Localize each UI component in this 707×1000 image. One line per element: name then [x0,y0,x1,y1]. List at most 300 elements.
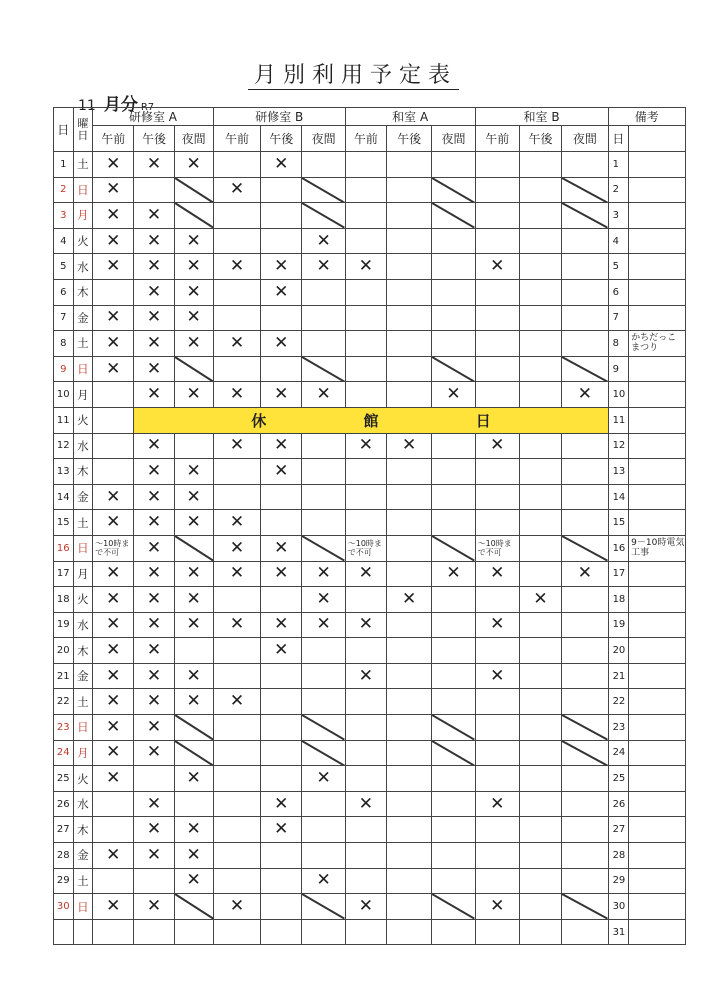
booked-mark: ✕ [93,689,134,715]
unavailable-slash [302,203,345,229]
slot-cell [475,177,519,203]
schedule-row [54,254,686,280]
day-cell: 19 [54,612,74,638]
slot-cell [302,433,345,459]
day-cell: 27 [54,817,74,843]
booked-mark: ✕ [261,561,302,587]
schedule-row [54,535,686,561]
booked-mark: ✕ [134,817,174,843]
slot-cell [432,433,475,459]
schedule-row [54,561,686,587]
booked-mark: ✕ [174,152,213,178]
era-label: R7 [140,102,155,113]
notes-day-header: 日 [608,126,629,152]
booked-mark: ✕ [386,433,431,459]
slot-cell [261,689,302,715]
notes-day-cell: 20 [608,638,629,664]
booked-mark: ✕ [386,587,431,613]
day-cell: 17 [54,561,74,587]
unavailable-slash [302,356,345,382]
booked-mark: ✕ [93,663,134,689]
day-cell: 28 [54,843,74,869]
day-cell: 23 [54,715,74,741]
weekday-cell: 木 [73,638,93,664]
notes-day-cell: 13 [608,459,629,485]
slot-cell [261,894,302,920]
booked-mark: ✕ [174,279,213,305]
slot-cell [345,843,386,869]
slot-cell [302,331,345,357]
schedule-row [54,331,686,357]
slot-cell [134,919,174,945]
booked-mark: ✕ [93,612,134,638]
slot-cell [386,228,431,254]
slot-cell [302,919,345,945]
slot-cell [386,484,431,510]
slot-cell [302,510,345,536]
slot-cell [519,433,561,459]
slot-cell [519,177,561,203]
unavailable-slash [174,740,213,766]
weekday-cell: 日 [73,356,93,382]
booked-mark: ✕ [562,561,608,587]
slot-cell [519,919,561,945]
notes-day-cell: 17 [608,561,629,587]
schedule-row [54,663,686,689]
schedule-row [54,433,686,459]
schedule-row [54,791,686,817]
slot-cell [519,228,561,254]
slot-cell [475,587,519,613]
slot-header: 夜間 [302,126,345,152]
slot-cell [213,766,260,792]
notes-day-cell: 15 [608,510,629,536]
slot-cell [345,766,386,792]
slot-cell [432,689,475,715]
slot-header: 午前 [345,126,386,152]
booked-mark: ✕ [134,663,174,689]
booked-mark: ✕ [213,689,260,715]
notes-day-cell: 21 [608,663,629,689]
notes-day-cell: 12 [608,433,629,459]
slot-cell [519,561,561,587]
booked-mark: ✕ [174,382,213,408]
slot-cell [386,510,431,536]
slot-cell [475,740,519,766]
notes-day-cell: 27 [608,817,629,843]
slot-cell [302,152,345,178]
weekday-header: 曜日 [73,108,93,152]
slot-cell [302,843,345,869]
notes-cell [629,587,686,613]
notes-cell [629,791,686,817]
unavailable-slash [432,356,475,382]
notes-cell [629,459,686,485]
schedule-row [54,715,686,741]
notes-day-cell: 16 [608,535,629,561]
slot-cell [562,279,608,305]
booked-mark: ✕ [174,254,213,280]
month-number: 11 [78,98,96,114]
schedule-row [54,152,686,178]
booked-mark: ✕ [174,817,213,843]
booked-mark: ✕ [93,228,134,254]
booked-mark: ✕ [475,663,519,689]
notes-day-cell: 4 [608,228,629,254]
weekday-cell: 火 [73,407,93,433]
notes-day-cell: 22 [608,689,629,715]
schedule-row [54,766,686,792]
schedule-row [54,484,686,510]
slot-cell [345,279,386,305]
slot-cell [302,663,345,689]
booked-mark: ✕ [174,843,213,869]
slot-cell [386,791,431,817]
weekday-cell [73,919,93,945]
slot-cell [562,587,608,613]
slot-cell [174,638,213,664]
slot-cell [432,305,475,331]
slot-cell [475,331,519,357]
booked-mark: ✕ [134,459,174,485]
booked-mark: ✕ [345,612,386,638]
slot-cell [475,919,519,945]
slot-cell [475,843,519,869]
booked-mark: ✕ [134,279,174,305]
slot-cell [302,484,345,510]
notes-day-cell: 25 [608,766,629,792]
day-cell: 11 [54,407,74,433]
unavailable-slash [562,740,608,766]
day-cell: 8 [54,331,74,357]
slot-cell [345,152,386,178]
weekday-cell: 木 [73,459,93,485]
slot-cell [475,817,519,843]
notes-cell [629,510,686,536]
slot-cell [562,152,608,178]
weekday-cell: 日 [73,535,93,561]
notes-day-cell: 6 [608,279,629,305]
slot-cell [386,254,431,280]
unavailable-slash [562,203,608,229]
booked-mark: ✕ [213,894,260,920]
notes-cell [629,152,686,178]
unavailable-slash [432,715,475,741]
unavailable-slash [432,177,475,203]
slot-cell [519,510,561,536]
booked-mark: ✕ [261,331,302,357]
day-cell: 13 [54,459,74,485]
booked-mark: ✕ [261,279,302,305]
weekday-cell: 金 [73,843,93,869]
booked-mark: ✕ [174,305,213,331]
unavailable-slash [302,894,345,920]
booked-mark: ✕ [93,203,134,229]
booked-mark: ✕ [345,254,386,280]
booked-mark: ✕ [345,433,386,459]
weekday-cell: 火 [73,228,93,254]
slot-cell [213,203,260,229]
unavailable-slash [562,715,608,741]
room-header-washitsu-b: 和室 B [475,108,608,126]
slot-cell [432,919,475,945]
unavailable-slash [562,535,608,561]
booked-mark: ✕ [134,203,174,229]
slot-cell [432,766,475,792]
slot-cell [475,459,519,485]
slot-cell [386,843,431,869]
notes-day-cell: 26 [608,791,629,817]
slot-cell [386,561,431,587]
booked-mark: ✕ [93,484,134,510]
booked-mark: ✕ [432,561,475,587]
schedule-row [54,689,686,715]
slot-cell [475,203,519,229]
slot-cell [386,689,431,715]
schedule-row [54,228,686,254]
slot-cell [519,459,561,485]
slot-cell [562,843,608,869]
slot-cell [93,868,134,894]
slot-cell [261,843,302,869]
slot-cell [562,766,608,792]
slot-cell [432,638,475,664]
booked-mark: ✕ [174,331,213,357]
booked-mark: ✕ [302,382,345,408]
slot-header: 午後 [134,126,174,152]
booked-mark: ✕ [93,715,134,741]
slot-cell [261,919,302,945]
slot-cell [562,459,608,485]
booked-mark: ✕ [93,152,134,178]
slot-cell [475,228,519,254]
slot-cell [386,152,431,178]
slot-cell [345,331,386,357]
unavailable-slash [174,715,213,741]
notes-cell [629,868,686,894]
slot-cell [519,663,561,689]
slot-cell [562,689,608,715]
booked-mark: ✕ [134,228,174,254]
unavailable-slash [432,203,475,229]
notes-blank-header [629,126,686,152]
booked-mark: ✕ [213,382,260,408]
weekday-cell: 月 [73,203,93,229]
slot-cell [562,510,608,536]
booked-mark: ✕ [475,561,519,587]
slot-cell [261,740,302,766]
weekday-cell: 月 [73,561,93,587]
slot-cell [386,279,431,305]
notes-day-cell: 24 [608,740,629,766]
slot-cell [261,715,302,741]
slot-cell [562,433,608,459]
slot-cell [386,894,431,920]
slot-cell [386,305,431,331]
slot-cell [302,689,345,715]
slot-header: 午後 [386,126,431,152]
unavailable-slash [174,356,213,382]
notes-cell [629,254,686,280]
notes-cell [629,689,686,715]
booked-mark: ✕ [174,766,213,792]
slot-cell [261,766,302,792]
booked-mark: ✕ [93,740,134,766]
notes-cell [629,663,686,689]
slot-cell [519,535,561,561]
booked-mark: ✕ [302,868,345,894]
notes-cell [629,817,686,843]
day-cell: 21 [54,663,74,689]
notes-day-cell: 30 [608,894,629,920]
booked-mark: ✕ [261,791,302,817]
slot-cell [475,279,519,305]
notes-day-cell: 2 [608,177,629,203]
slot-cell [93,817,134,843]
unavailable-slash [562,894,608,920]
booked-mark: ✕ [261,459,302,485]
notes-day-cell: 8 [608,331,629,357]
slot-cell [174,791,213,817]
slot-cell [345,177,386,203]
booked-mark: ✕ [261,152,302,178]
booked-mark: ✕ [475,254,519,280]
slot-cell [213,305,260,331]
booked-mark: ✕ [134,356,174,382]
booked-mark: ✕ [432,382,475,408]
notes-cell [629,203,686,229]
day-cell: 18 [54,587,74,613]
day-cell: 16 [54,535,74,561]
weekday-cell: 金 [73,484,93,510]
slot-cell [261,356,302,382]
booked-mark: ✕ [345,894,386,920]
slot-cell [93,919,134,945]
booked-mark: ✕ [475,894,519,920]
slot-cell [432,587,475,613]
day-header: 日 [54,108,74,152]
schedule-row [54,279,686,305]
slot-cell [386,663,431,689]
booked-mark: ✕ [302,612,345,638]
slot-cell [261,177,302,203]
slot-cell [519,843,561,869]
slot-cell [345,715,386,741]
slot-cell [519,715,561,741]
slot-cell [345,459,386,485]
schedule-row [54,510,686,536]
booked-mark: ✕ [134,715,174,741]
booked-mark: ✕ [134,791,174,817]
slot-cell [386,638,431,664]
slot-cell [302,791,345,817]
slot-cell [519,331,561,357]
slot-cell [519,868,561,894]
unavailable-slash [432,740,475,766]
day-cell: 20 [54,638,74,664]
booked-mark: ✕ [134,305,174,331]
day-cell: 7 [54,305,74,331]
slot-cell [432,843,475,869]
slot-cell [519,791,561,817]
slot-cell [475,715,519,741]
booked-mark: ✕ [134,587,174,613]
weekday-cell: 月 [73,740,93,766]
booked-mark: ✕ [174,612,213,638]
weekday-cell: 日 [73,894,93,920]
slot-cell [213,868,260,894]
slot-cell [432,279,475,305]
slot-cell [213,791,260,817]
notes-day-cell: 1 [608,152,629,178]
day-cell: 12 [54,433,74,459]
weekday-cell: 日 [73,177,93,203]
slot-cell [475,868,519,894]
notes-day-cell: 9 [608,356,629,382]
booked-mark: ✕ [134,612,174,638]
weekday-cell: 土 [73,510,93,536]
slot-cell [93,382,134,408]
booked-mark: ✕ [134,535,174,561]
unavailable-slash [432,894,475,920]
slot-cell [519,254,561,280]
booked-mark: ✕ [475,612,519,638]
unavailable-slash [302,177,345,203]
booked-mark: ✕ [134,843,174,869]
unavailable-slash [174,203,213,229]
slot-cell [345,817,386,843]
slot-cell [345,587,386,613]
weekday-cell: 水 [73,433,93,459]
schedule-row [54,407,686,433]
slot-cell [475,382,519,408]
slot-cell [562,791,608,817]
slot-header: 夜間 [562,126,608,152]
slot-cell [519,638,561,664]
slot-cell [134,177,174,203]
day-cell: 26 [54,791,74,817]
slot-cell [519,382,561,408]
slot-cell [134,766,174,792]
slot-cell [261,663,302,689]
slot-cell [562,612,608,638]
slot-cell [213,279,260,305]
slot-cell [345,484,386,510]
slot-cell [562,331,608,357]
booked-mark: ✕ [174,484,213,510]
booked-mark: ✕ [261,638,302,664]
slot-cell [432,459,475,485]
booked-mark: ✕ [174,510,213,536]
booked-mark: ✕ [93,843,134,869]
slot-cell [432,817,475,843]
slot-cell [562,254,608,280]
schedule-row [54,843,686,869]
slot-cell [213,715,260,741]
notes-cell [629,356,686,382]
day-cell: 2 [54,177,74,203]
slot-cell [386,766,431,792]
slot-cell [213,638,260,664]
weekday-cell: 水 [73,254,93,280]
slot-cell [562,868,608,894]
slot-cell [519,740,561,766]
notes-cell: 9－10時電気工事 [629,535,686,561]
notes-day-cell: 18 [608,587,629,613]
slot-note: ～10時まで不可 [475,535,519,561]
slot-header: 夜間 [432,126,475,152]
slot-cell [432,228,475,254]
